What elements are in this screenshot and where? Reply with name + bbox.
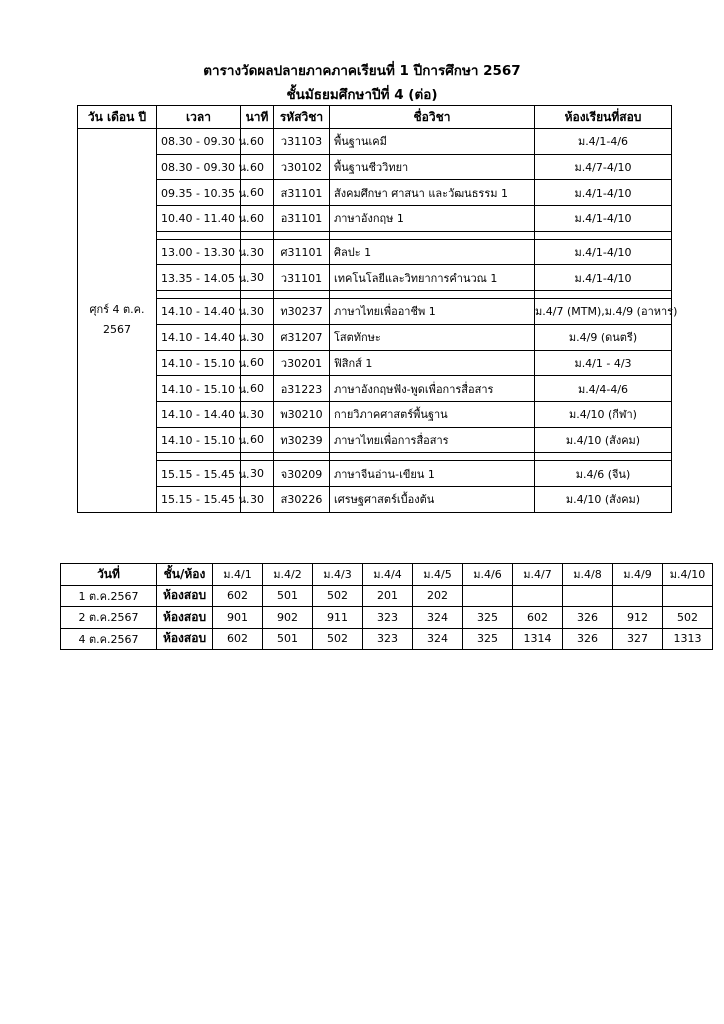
col-header-rooms: ห้องเรียนที่สอบ xyxy=(535,106,672,129)
rooms-cell: ม.4/6 (จีน) xyxy=(535,461,672,487)
subject-cell: ภาษาจีนอ่าน-เขียน 1 xyxy=(330,461,535,487)
rooms-cell: ม.4/1-4/10 xyxy=(535,206,672,232)
schedule-row xyxy=(78,265,672,291)
subject-cell: ภาษาอังกฤษฟัง-พูดเพื่อการสื่อสาร xyxy=(330,376,535,402)
time-cell: 13.00 - 13.30 น. xyxy=(157,239,241,265)
room-cell: 911 xyxy=(313,607,363,629)
col-header-minutes: นาที xyxy=(241,106,274,129)
subject-cell: ภาษาไทยเพื่ออาชีพ 1 xyxy=(330,299,535,325)
class-header-cell: ม.4/1 xyxy=(213,564,263,586)
gap-cell xyxy=(274,231,330,239)
time-cell: 14.10 - 14.40 น. xyxy=(157,401,241,427)
row-label: ห้องสอบ xyxy=(157,607,213,629)
schedule-header-row xyxy=(78,106,672,129)
room-cell: 202 xyxy=(413,585,463,607)
col-header-subject: ชื่อวิชา xyxy=(330,106,535,129)
minutes-cell: 60 xyxy=(241,427,274,453)
room-cell: 201 xyxy=(363,585,413,607)
time-cell: 10.40 - 11.40 น. xyxy=(157,206,241,232)
time-cell: 15.15 - 15.45 น. xyxy=(157,486,241,512)
code-cell: ส30226 xyxy=(274,486,330,512)
code-cell: ว30102 xyxy=(274,154,330,180)
subject-cell: ภาษาอังกฤษ 1 xyxy=(330,206,535,232)
room-cell: 502 xyxy=(313,585,363,607)
gap-cell xyxy=(241,291,274,299)
class-header-cell: ม.4/5 xyxy=(413,564,463,586)
room-cell: 325 xyxy=(463,628,513,650)
rooms-row xyxy=(61,628,713,650)
minutes-cell: 30 xyxy=(241,299,274,325)
date-cell: 4 ต.ค.2567 xyxy=(61,628,157,650)
date-cell: 2 ต.ค.2567 xyxy=(61,607,157,629)
page-title: ตารางวัดผลปลายภาคภาคเรียนที่ 1 ปีการศึกษา 2567 xyxy=(203,63,521,79)
gap-cell xyxy=(330,453,535,461)
gap-cell xyxy=(330,291,535,299)
room-cell xyxy=(563,585,613,607)
schedule-row xyxy=(78,401,672,427)
gap-cell xyxy=(535,291,672,299)
room-cell: 326 xyxy=(563,607,613,629)
subject-cell: เศรษฐศาสตร์เบื้องต้น xyxy=(330,486,535,512)
time-cell: 08.30 - 09.30 น. xyxy=(157,129,241,155)
room-cell: 1313 xyxy=(663,628,713,650)
gap-cell xyxy=(535,231,672,239)
schedule-row xyxy=(78,129,672,155)
schedule-row xyxy=(78,461,672,487)
room-cell xyxy=(613,585,663,607)
code-cell: อ31223 xyxy=(274,376,330,402)
gap-cell xyxy=(241,231,274,239)
class-header-cell: ม.4/4 xyxy=(363,564,413,586)
class-header-cell: ม.4/8 xyxy=(563,564,613,586)
code-cell: ว31101 xyxy=(274,265,330,291)
gap-cell xyxy=(330,231,535,239)
code-cell: ว31103 xyxy=(274,129,330,155)
time-cell: 14.10 - 14.40 น. xyxy=(157,299,241,325)
rooms-cell: ม.4/1-4/6 xyxy=(535,129,672,155)
schedule-row xyxy=(78,180,672,206)
rooms-cell: ม.4/7-4/10 xyxy=(535,154,672,180)
gap-row xyxy=(78,291,672,299)
room-cell: 501 xyxy=(263,585,313,607)
gap-cell xyxy=(274,291,330,299)
subject-cell: พื้นฐานเคมี xyxy=(330,129,535,155)
minutes-cell: 60 xyxy=(241,180,274,206)
subject-cell: พื้นฐานชีววิทยา xyxy=(330,154,535,180)
room-cell: 602 xyxy=(213,628,263,650)
row-label: ห้องสอบ xyxy=(157,628,213,650)
code-cell: พ30210 xyxy=(274,401,330,427)
minutes-cell: 30 xyxy=(241,401,274,427)
schedule-row xyxy=(78,206,672,232)
subject-cell: ฟิสิกส์ 1 xyxy=(330,350,535,376)
time-cell: 14.10 - 15.10 น. xyxy=(157,376,241,402)
date-cell xyxy=(78,129,157,513)
class-header-cell: ม.4/3 xyxy=(313,564,363,586)
time-cell: 14.10 - 14.40 น. xyxy=(157,324,241,350)
col-header-code: รหัสวิชา xyxy=(274,106,330,129)
time-cell: 08.30 - 09.30 น. xyxy=(157,154,241,180)
class-header-cell: ม.4/2 xyxy=(263,564,313,586)
gap-row xyxy=(78,231,672,239)
minutes-cell: 60 xyxy=(241,206,274,232)
rooms-cell: ม.4/1-4/10 xyxy=(535,180,672,206)
room-cell xyxy=(663,585,713,607)
time-cell: 15.15 - 15.45 น. xyxy=(157,461,241,487)
rooms-row xyxy=(61,585,713,607)
rooms-cell: ม.4/10 (สังคม) xyxy=(535,427,672,453)
room-cell: 325 xyxy=(463,607,513,629)
minutes-cell: 30 xyxy=(241,239,274,265)
col-header-class: ชั้น/ห้อง xyxy=(157,564,213,586)
room-cell: 323 xyxy=(363,607,413,629)
rooms-header-row xyxy=(61,564,713,586)
rooms-cell: ม.4/10 (สังคม) xyxy=(535,486,672,512)
date-cell: 1 ต.ค.2567 xyxy=(61,585,157,607)
room-cell: 1314 xyxy=(513,628,563,650)
exam-rooms-table xyxy=(60,563,713,650)
time-cell: 09.35 - 10.35 น. xyxy=(157,180,241,206)
code-cell: จ30209 xyxy=(274,461,330,487)
subject-cell: สังคมศึกษา ศาสนา และวัฒนธรรม 1 xyxy=(330,180,535,206)
class-header-cell: ม.4/6 xyxy=(463,564,513,586)
subject-cell: กายวิภาคศาสตร์พื้นฐาน xyxy=(330,401,535,427)
class-header-cell: ม.4/9 xyxy=(613,564,663,586)
subject-cell: ภาษาไทยเพื่อการสื่อสาร xyxy=(330,427,535,453)
page-subtitle: ชั้นมัธยมศึกษาปีที่ 4 (ต่อ) xyxy=(286,87,438,103)
room-cell: 324 xyxy=(413,628,463,650)
class-header-cell: ม.4/10 xyxy=(663,564,713,586)
room-cell: 502 xyxy=(663,607,713,629)
rooms-cell: ม.4/1 - 4/3 xyxy=(535,350,672,376)
rooms-cell: ม.4/9 (ดนตรี) xyxy=(535,324,672,350)
gap-cell xyxy=(157,453,241,461)
room-cell: 912 xyxy=(613,607,663,629)
schedule-row xyxy=(78,154,672,180)
date-line: ศุกร์ 4 ต.ค. xyxy=(89,303,145,317)
room-cell: 501 xyxy=(263,628,313,650)
minutes-cell: 60 xyxy=(241,154,274,180)
room-cell: 326 xyxy=(563,628,613,650)
schedule-row xyxy=(78,324,672,350)
room-cell: 901 xyxy=(213,607,263,629)
schedule-row xyxy=(78,427,672,453)
schedule-row xyxy=(78,299,672,325)
code-cell: ว30201 xyxy=(274,350,330,376)
room-cell: 902 xyxy=(263,607,313,629)
subject-cell: เทคโนโลยีและวิทยาการคำนวณ 1 xyxy=(330,265,535,291)
date-year: 2567 xyxy=(103,323,131,337)
rooms-cell: ม.4/10 (กีฬา) xyxy=(535,401,672,427)
minutes-cell: 60 xyxy=(241,350,274,376)
room-cell: 327 xyxy=(613,628,663,650)
gap-cell xyxy=(157,231,241,239)
rooms-row xyxy=(61,607,713,629)
time-cell: 13.35 - 14.05 น. xyxy=(157,265,241,291)
code-cell: ท30237 xyxy=(274,299,330,325)
col-header-date: วัน เดือน ปี xyxy=(78,106,157,129)
schedule-row xyxy=(78,350,672,376)
rooms-cell: ม.4/1-4/10 xyxy=(535,265,672,291)
minutes-cell: 30 xyxy=(241,324,274,350)
minutes-cell: 60 xyxy=(241,129,274,155)
subject-cell: โสตทักษะ xyxy=(330,324,535,350)
exam-schedule-table xyxy=(77,105,678,513)
gap-cell xyxy=(241,453,274,461)
room-cell: 324 xyxy=(413,607,463,629)
col-header-time: เวลา xyxy=(157,106,241,129)
schedule-row xyxy=(78,376,672,402)
room-cell: 323 xyxy=(363,628,413,650)
gap-cell xyxy=(157,291,241,299)
room-cell xyxy=(463,585,513,607)
gap-cell xyxy=(274,453,330,461)
minutes-cell: 60 xyxy=(241,376,274,402)
schedule-row xyxy=(78,239,672,265)
gap-cell xyxy=(535,453,672,461)
schedule-row xyxy=(78,486,672,512)
rooms-cell: ม.4/1-4/10 xyxy=(535,239,672,265)
subject-cell: ศิลปะ 1 xyxy=(330,239,535,265)
code-cell: ศ31101 xyxy=(274,239,330,265)
rooms-cell: ม.4/7 (MTM),ม.4/9 (อาหาร) xyxy=(535,299,672,325)
minutes-cell: 30 xyxy=(241,461,274,487)
room-cell xyxy=(513,585,563,607)
room-cell: 602 xyxy=(213,585,263,607)
minutes-cell: 30 xyxy=(241,265,274,291)
code-cell: อ31101 xyxy=(274,206,330,232)
code-cell: ส31101 xyxy=(274,180,330,206)
rooms-cell: ม.4/4-4/6 xyxy=(535,376,672,402)
time-cell: 14.10 - 15.10 น. xyxy=(157,427,241,453)
room-cell: 502 xyxy=(313,628,363,650)
minutes-cell: 30 xyxy=(241,486,274,512)
row-label: ห้องสอบ xyxy=(157,585,213,607)
col-header-date: วันที่ xyxy=(61,564,157,586)
gap-row xyxy=(78,453,672,461)
code-cell: ศ31207 xyxy=(274,324,330,350)
time-cell: 14.10 - 15.10 น. xyxy=(157,350,241,376)
room-cell: 602 xyxy=(513,607,563,629)
class-header-cell: ม.4/7 xyxy=(513,564,563,586)
code-cell: ท30239 xyxy=(274,427,330,453)
